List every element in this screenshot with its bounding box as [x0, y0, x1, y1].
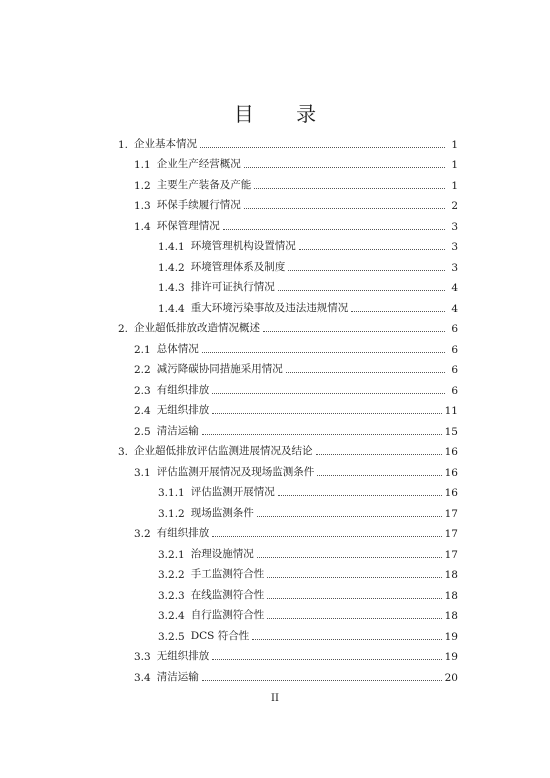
- toc-entry[interactable]: [118, 171, 458, 192]
- toc-entry-number: 1.4.3: [158, 282, 185, 294]
- dot-leader: [252, 639, 441, 640]
- toc-entry[interactable]: [118, 376, 458, 397]
- toc-entry-number: 3.1: [134, 466, 151, 479]
- toc-entry-number: 2.3: [134, 384, 151, 397]
- toc-entry-title: 企业基本情况: [134, 137, 198, 150]
- toc-entry-page: 16: [444, 487, 458, 499]
- toc-entry-page: 18: [444, 589, 458, 602]
- dot-leader: [212, 536, 441, 537]
- toc-entry[interactable]: [118, 602, 458, 623]
- toc-entry-title: 环境管理机构设置情况: [190, 240, 296, 252]
- toc-entry-title: DCS 符合性: [190, 629, 250, 642]
- dot-leader: [351, 311, 445, 312]
- toc-entry[interactable]: [118, 438, 458, 459]
- toc-entry-number: 3.1.1: [158, 487, 185, 499]
- toc-entry-page: 11: [444, 405, 458, 417]
- toc-entry[interactable]: [118, 643, 458, 664]
- toc-entry-page: 16: [444, 446, 458, 458]
- toc-entry[interactable]: [118, 479, 458, 500]
- toc-entry-number: 1.4.1: [158, 241, 185, 253]
- dot-leader: [254, 188, 445, 189]
- toc-entry-number: 1.4.4: [158, 302, 185, 315]
- page-number: II: [271, 693, 279, 704]
- dot-leader: [202, 680, 442, 681]
- toc-entry-title: 主要生产装备及产能: [156, 178, 252, 191]
- toc-entry-title: 环保管理情况: [156, 219, 220, 232]
- toc-entry-number: 3.2.4: [158, 610, 185, 622]
- dot-leader: [257, 516, 442, 517]
- toc-entry-title: 评估监测开展情况: [190, 486, 275, 498]
- toc-entry-page: 6: [451, 364, 458, 376]
- page-title: 目 录: [233, 102, 335, 126]
- dot-leader: [212, 659, 441, 660]
- toc-entry[interactable]: [118, 192, 458, 213]
- toc-entry-title: 重大环境污染事故及违法违规情况: [190, 301, 349, 314]
- table-of-contents: [118, 130, 458, 684]
- toc-entry-number: 2.5: [134, 425, 151, 438]
- toc-entry-page: 3: [451, 220, 458, 233]
- toc-entry[interactable]: [118, 622, 458, 643]
- toc-entry-page: 19: [444, 651, 458, 663]
- toc-entry-title: 企业生产经营概况: [156, 158, 241, 170]
- toc-entry-page: 1: [451, 138, 458, 151]
- toc-entry[interactable]: [118, 130, 458, 151]
- toc-entry-title: 有组织排放: [156, 527, 210, 539]
- toc-entry-title: 有组织排放: [156, 383, 210, 396]
- dot-leader: [316, 454, 442, 455]
- toc-entry[interactable]: [118, 581, 458, 602]
- toc-entry[interactable]: [118, 151, 458, 172]
- toc-entry-title: 总体情况: [156, 342, 199, 355]
- toc-entry-page: 19: [444, 630, 458, 643]
- toc-entry-page: 3: [451, 261, 458, 274]
- toc-entry-title: 评估监测开展情况及现场监测条件: [156, 465, 315, 478]
- toc-entry[interactable]: [118, 233, 458, 254]
- toc-entry[interactable]: [118, 417, 458, 438]
- toc-entry-page: 18: [444, 610, 458, 622]
- dot-leader: [288, 270, 445, 271]
- toc-entry-page: 15: [444, 425, 458, 438]
- toc-entry[interactable]: [118, 294, 458, 315]
- toc-entry-title: 企业超低排放改造情况概述: [134, 322, 261, 334]
- toc-entry[interactable]: [118, 663, 458, 684]
- dot-leader: [223, 229, 445, 230]
- toc-entry-number: 1.3: [134, 200, 151, 212]
- toc-entry-page: 4: [451, 282, 458, 294]
- dot-leader: [212, 393, 445, 394]
- dot-leader: [200, 147, 445, 148]
- dot-leader: [299, 249, 445, 250]
- toc-entry-title: 治理设施情况: [190, 547, 254, 560]
- toc-entry-title: 减污降碳协同措施采用情况: [156, 363, 283, 375]
- dot-leader: [257, 557, 442, 558]
- toc-entry-number: 3.2.5: [158, 630, 185, 643]
- toc-entry-number: 3.4: [134, 671, 151, 684]
- toc-entry[interactable]: [118, 561, 458, 582]
- dot-leader: [267, 577, 441, 578]
- toc-entry[interactable]: [118, 253, 458, 274]
- toc-entry-title: 清洁运输: [156, 424, 199, 437]
- toc-entry-page: 6: [451, 343, 458, 356]
- toc-entry-page: 2: [451, 200, 458, 212]
- toc-entry-number: 3.1.2: [158, 507, 185, 520]
- toc-entry-number: 1.1: [134, 159, 151, 171]
- toc-entry-number: 2.: [118, 323, 129, 335]
- toc-entry-title: 环境管理体系及制度: [190, 260, 286, 273]
- toc-entry-page: 1: [451, 179, 458, 192]
- toc-entry-page: 20: [444, 671, 458, 684]
- toc-entry-number: 1.4: [134, 220, 151, 233]
- toc-entry-number: 2.1: [134, 343, 151, 356]
- toc-entry-title: 自行监测符合性: [190, 609, 265, 621]
- dot-leader: [202, 352, 445, 353]
- toc-entry-number: 3.: [118, 446, 129, 458]
- toc-entry[interactable]: [118, 458, 458, 479]
- toc-entry-number: 3.2.1: [158, 548, 185, 561]
- toc-entry-number: 2.2: [134, 364, 151, 376]
- dot-leader: [244, 167, 445, 168]
- dot-leader: [317, 475, 441, 476]
- toc-entry[interactable]: [118, 274, 458, 295]
- toc-entry-page: 1: [451, 159, 458, 171]
- toc-entry-page: 17: [444, 548, 458, 561]
- toc-entry[interactable]: [118, 356, 458, 377]
- toc-entry-title: 在线监测符合性: [190, 588, 265, 601]
- toc-entry[interactable]: [118, 212, 458, 233]
- dot-leader: [286, 372, 445, 373]
- toc-entry-number: 3.2: [134, 528, 151, 540]
- toc-entry-page: 16: [444, 466, 458, 479]
- toc-entry-page: 18: [444, 569, 458, 581]
- toc-entry-title: 现场监测条件: [190, 506, 254, 519]
- toc-entry[interactable]: [118, 315, 458, 336]
- toc-entry-number: 3.3: [134, 651, 151, 663]
- toc-entry[interactable]: [118, 397, 458, 418]
- toc-entry-number: 1.2: [134, 179, 151, 192]
- dot-leader: [267, 618, 441, 619]
- dot-leader: [278, 495, 442, 496]
- dot-leader: [212, 413, 441, 414]
- toc-entry-page: 4: [451, 302, 458, 315]
- toc-entry-title: 手工监测符合性: [190, 568, 265, 580]
- toc-entry-number: 1.4.2: [158, 261, 185, 274]
- dot-leader: [267, 598, 441, 599]
- toc-entry-page: 3: [451, 241, 458, 253]
- toc-entry-title: 无组织排放: [156, 404, 210, 416]
- dot-leader: [244, 208, 445, 209]
- dot-leader: [278, 290, 445, 291]
- toc-entry[interactable]: [118, 540, 458, 561]
- toc-entry-title: 无组织排放: [156, 650, 210, 662]
- toc-entry-page: 6: [451, 323, 458, 335]
- toc-entry-number: 1.: [118, 138, 129, 151]
- toc-entry-number: 2.4: [134, 405, 151, 417]
- toc-entry-page: 6: [451, 384, 458, 397]
- dot-leader: [263, 331, 445, 332]
- toc-entry[interactable]: [118, 520, 458, 541]
- toc-entry-number: 3.2.2: [158, 569, 185, 581]
- toc-entry[interactable]: [118, 499, 458, 520]
- toc-entry-title: 清洁运输: [156, 670, 199, 683]
- toc-entry-number: 3.2.3: [158, 589, 185, 602]
- toc-entry-page: 17: [444, 528, 458, 540]
- toc-entry-title: 企业超低排放评估监测进展情况及结论: [134, 445, 313, 457]
- toc-entry-title: 环保手续履行情况: [156, 199, 241, 211]
- toc-entry-title: 排许可证执行情况: [190, 281, 275, 293]
- toc-entry-page: 17: [444, 507, 458, 520]
- dot-leader: [202, 434, 442, 435]
- toc-entry[interactable]: [118, 335, 458, 356]
